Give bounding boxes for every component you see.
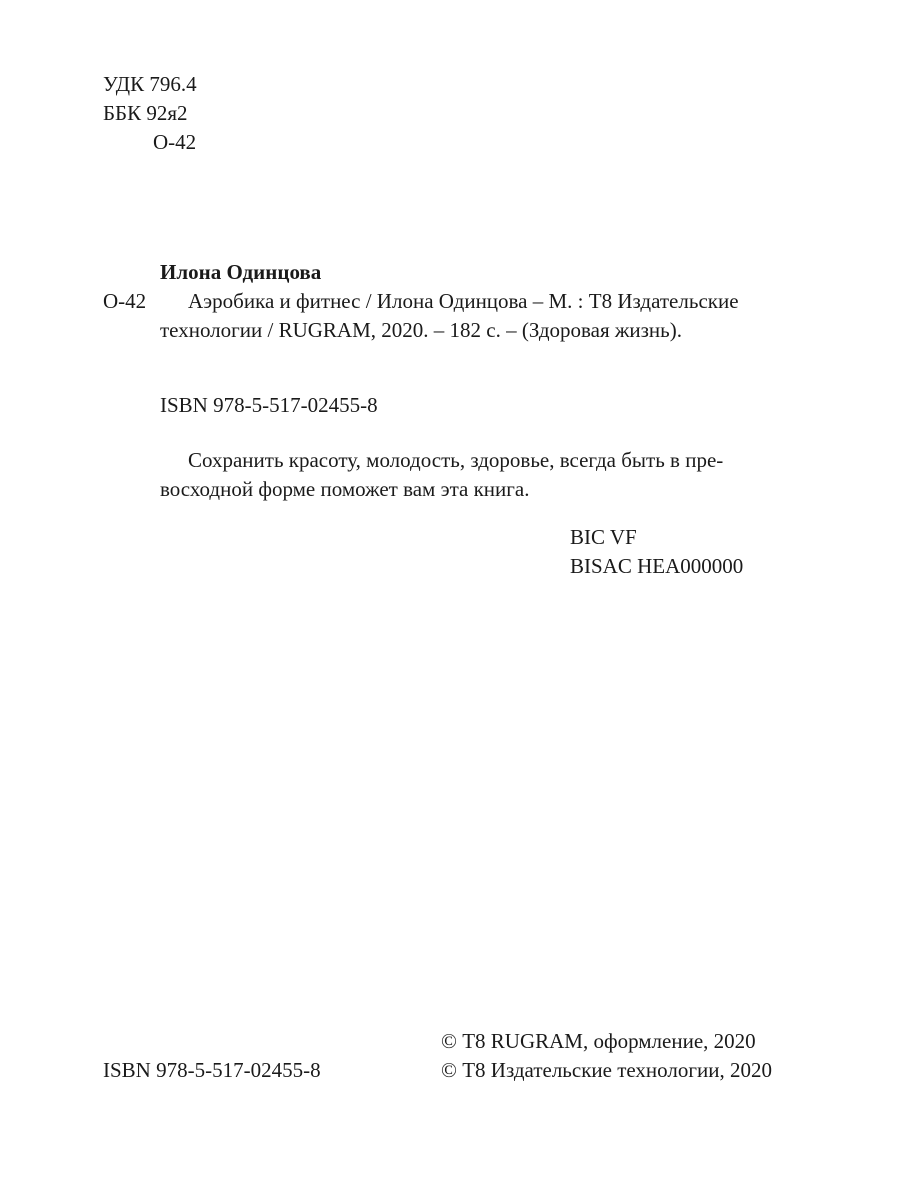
bic-code: BIC VF	[570, 525, 637, 549]
isbn-entry: ISBN 978-5-517-02455-8	[160, 393, 378, 417]
bibliographic-description-line-2: технологии / RUGRAM, 2020. – 182 с. – (Здоровая жизнь).	[160, 318, 682, 342]
bibliographic-description-line-1: Аэробика и фитнес / Илона Одинцова – М. : Т8 Издательские	[188, 289, 739, 313]
author-cipher: О-42	[103, 289, 147, 313]
copyright-publisher: © Т8 Издательские технологии, 2020	[441, 1058, 772, 1082]
copyright-block	[441, 1027, 772, 1085]
udk-code: УДК 796.4	[103, 72, 197, 96]
copyright-design: © Т8 RUGRAM, оформление, 2020	[441, 1029, 756, 1053]
bisac-code: BISAC HEA000000	[570, 554, 744, 578]
annotation-line-2: восходной форме поможет вам эта книга.	[160, 477, 530, 501]
classification-codes-block	[103, 70, 197, 157]
bbk-code: ББК 92я2	[103, 101, 188, 125]
author-sign-code: О-42	[153, 130, 197, 154]
annotation-line-1: Сохранить красоту, молодость, здоровье, всегда быть в пре-	[188, 448, 724, 472]
subject-codes-block	[570, 523, 743, 581]
isbn-footer: ISBN 978-5-517-02455-8	[103, 1058, 321, 1082]
author-name: Илона Одинцова	[160, 260, 322, 284]
